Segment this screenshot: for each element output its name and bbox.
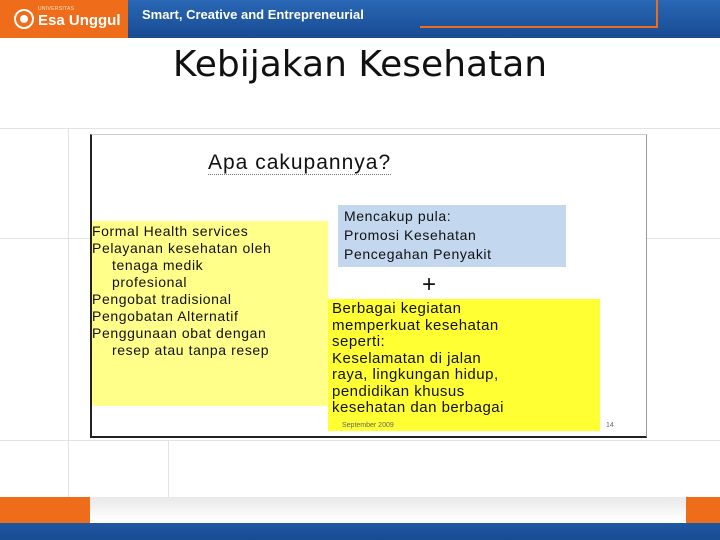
list-item: Pengobat tradisional: [92, 291, 232, 307]
bg-line: [0, 440, 720, 441]
inner-question-text: Apa cakupannya?: [208, 151, 392, 174]
logo-icon: [14, 9, 34, 29]
footer-accent-center: [90, 497, 686, 523]
list-item: pendidikan khusus: [332, 382, 465, 400]
blue-list: [344, 207, 492, 264]
footer-accent-left: [0, 497, 90, 523]
plus-sign: +: [422, 271, 437, 298]
left-list: [92, 223, 352, 359]
list-item: kesehatan dan berbagai: [332, 399, 504, 416]
list-item: Mencakup pula:: [344, 208, 452, 224]
list-item: memperkuat kesehatan: [332, 316, 499, 334]
list-item: resep atau tanpa resep: [112, 342, 270, 358]
header-accent: [420, 0, 658, 28]
logo-small-text: UNIVERSITAS: [38, 6, 75, 12]
list-item: Formal Health services: [92, 223, 249, 239]
list-item: profesional: [112, 274, 188, 290]
right-list: [332, 301, 504, 417]
header-bar: [0, 0, 720, 38]
page-title: Kebijakan Kesehatan: [172, 44, 548, 85]
list-item: Keselamatan di jalan: [332, 349, 482, 367]
logo: [0, 0, 128, 38]
list-item: seperti:: [332, 333, 386, 350]
list-item: raya, lingkungan hidup,: [332, 366, 499, 383]
list-item: Pelayanan kesehatan oleh: [92, 240, 272, 256]
list-item: Pengobatan Alternatif: [92, 308, 239, 324]
list-item: Promosi Kesehatan: [344, 227, 477, 243]
footer-accent-right: [686, 497, 720, 523]
list-item: tenaga medik: [112, 257, 204, 273]
tagline: Smart, Creative and Entrepreneurial: [142, 7, 364, 22]
inner-footer-page: 14: [606, 422, 614, 429]
list-item: Pencegahan Penyakit: [344, 246, 492, 262]
bg-line: [0, 128, 720, 129]
list-item: Berbagai kegiatan: [332, 300, 462, 317]
embedded-slide-image: [90, 134, 647, 438]
logo-text: Esa Unggul: [38, 12, 121, 29]
list-item: Penggunaan obat dengan: [92, 325, 267, 341]
inner-question: [208, 151, 391, 175]
inner-footer-date: September 2009: [342, 422, 394, 429]
bg-line: [68, 128, 69, 500]
bg-line: [168, 440, 169, 500]
